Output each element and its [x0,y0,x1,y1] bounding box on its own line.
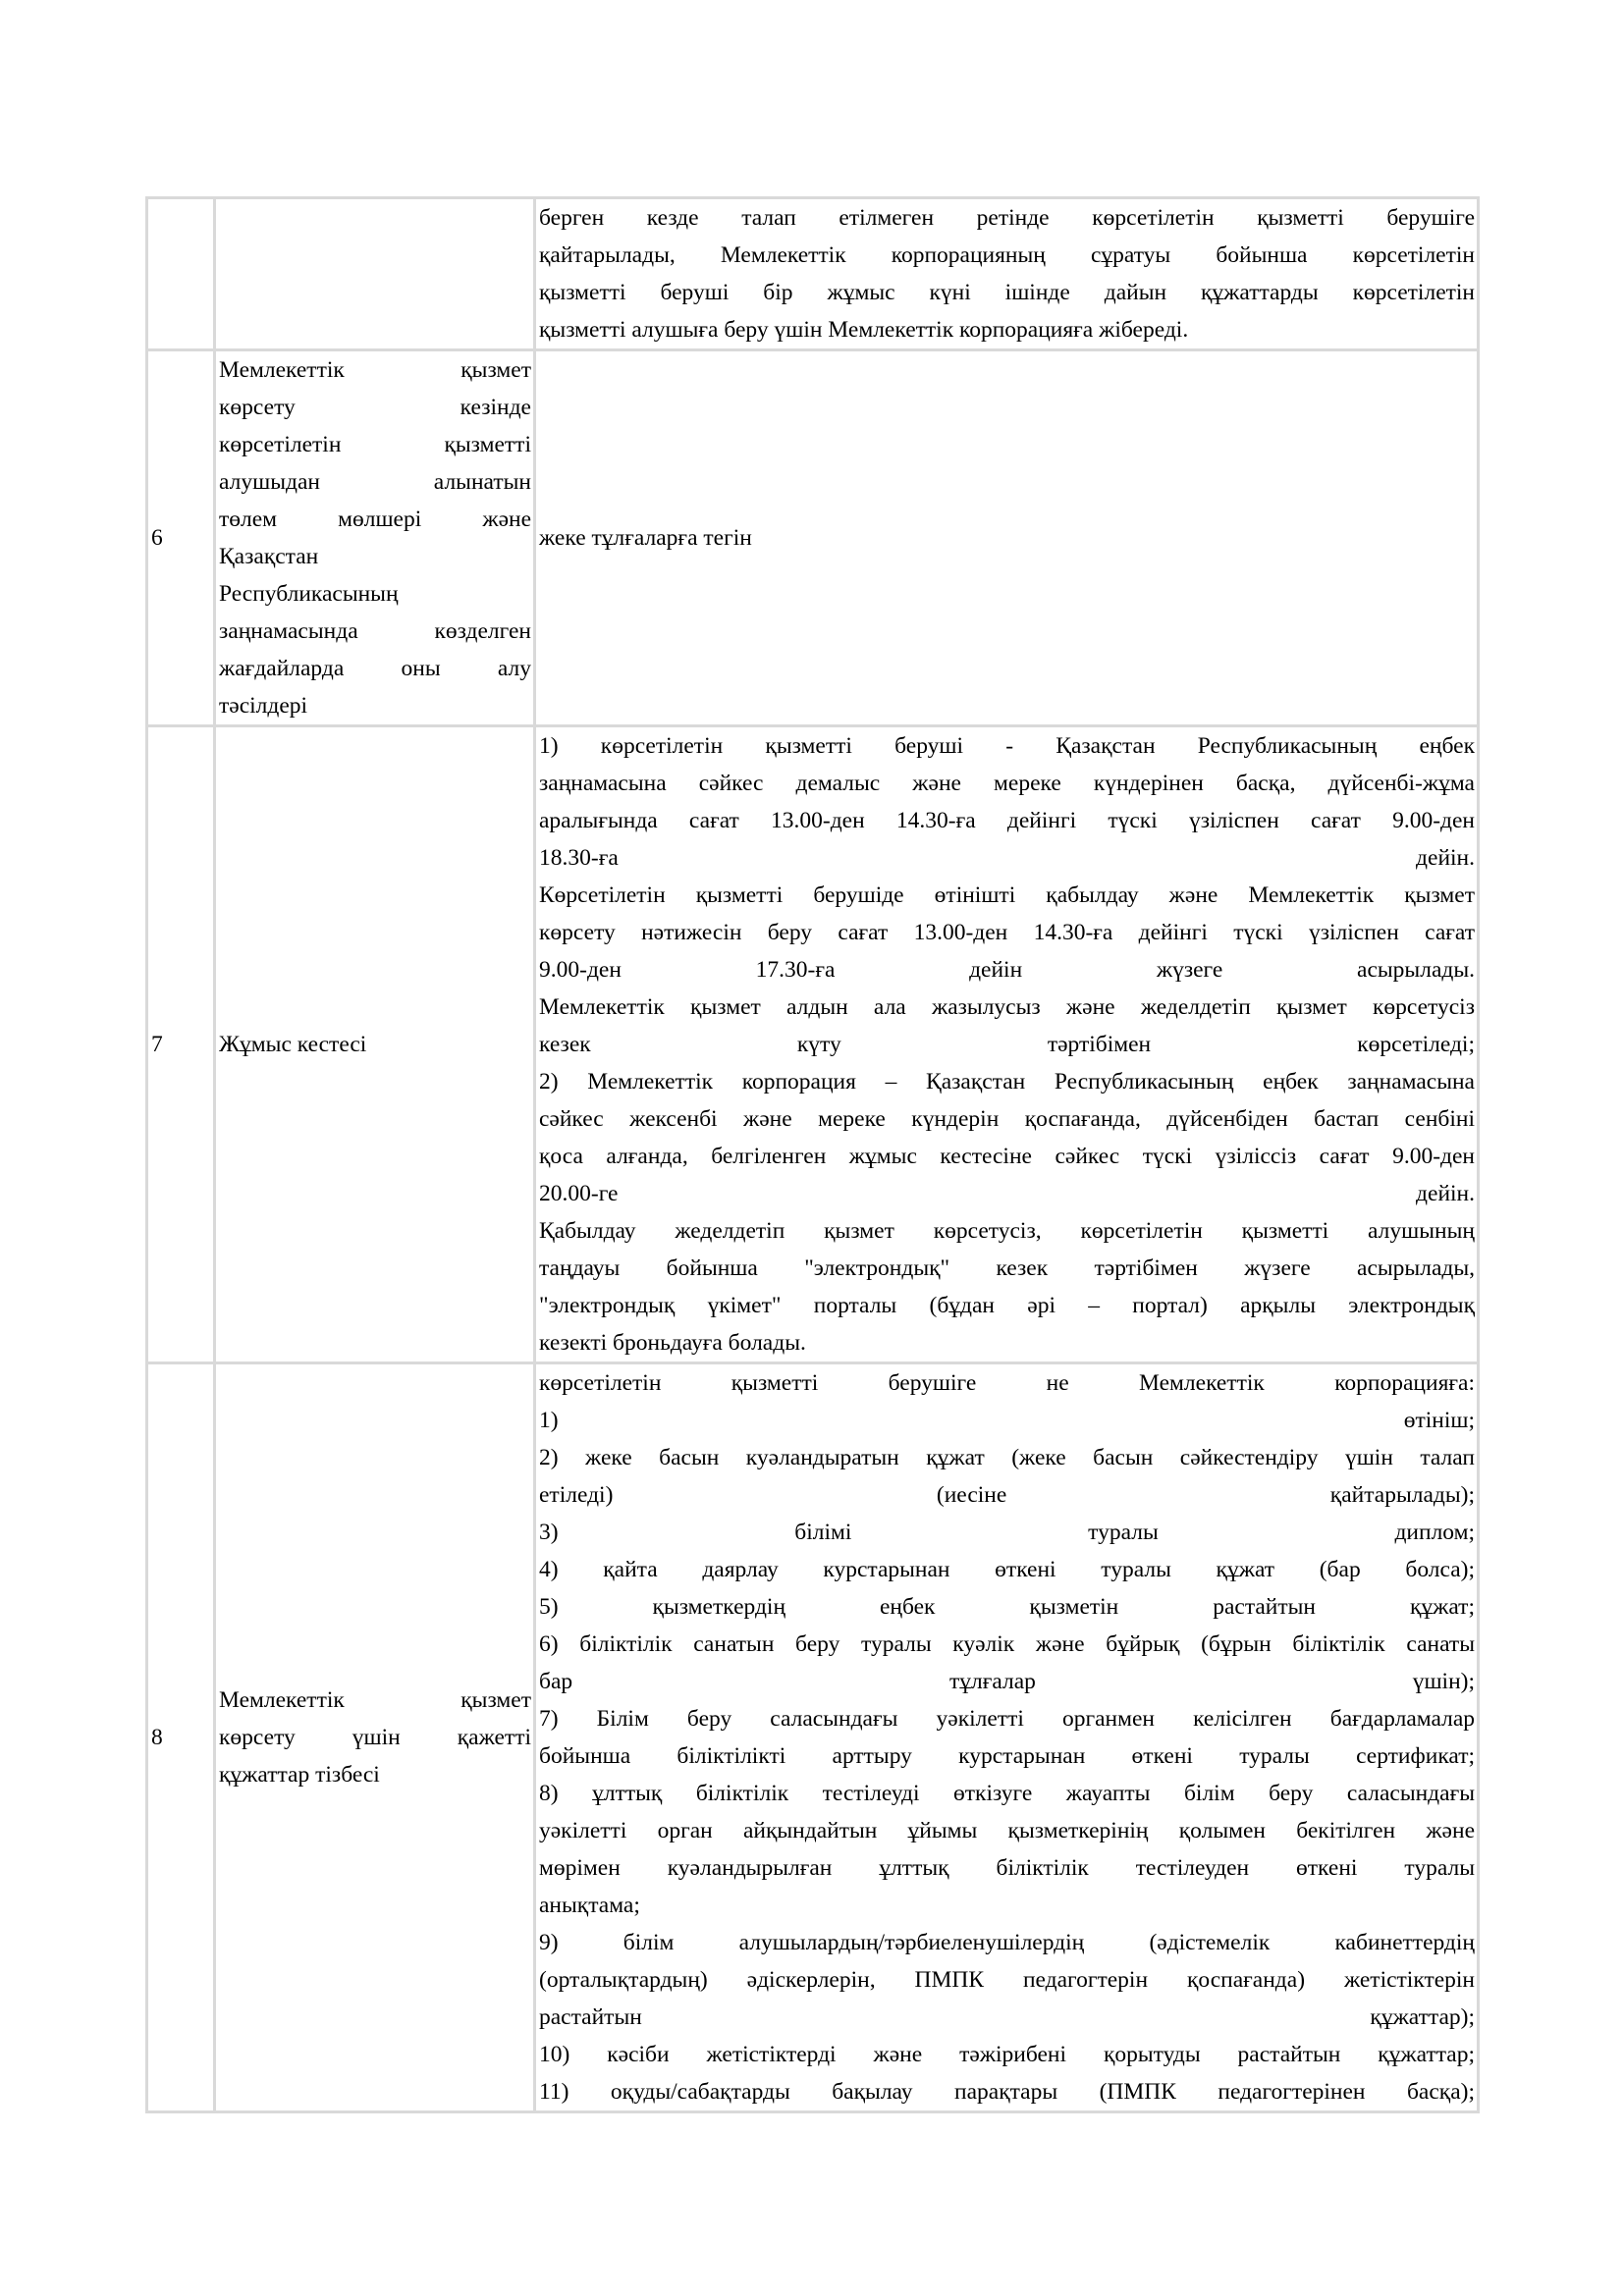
text-line: 7) Білім беру саласындағы уәкілетті органмен келісілген бағдарламалар [539,1706,1475,1732]
text-line: бар тұлғалар үшін); [539,1669,1475,1694]
text-line: Жұмыс кестесі [219,1032,367,1057]
text-line: 2) Мемлекеттік корпорация – Қазақстан Республикасының еңбек заңнамасына [539,1069,1475,1095]
table-row-7 [147,726,1479,1363]
text-line: көрсету нәтижесін беру сағат 13.00-ден 14.30-ға дейінгі түскі үзіліспен сағат [539,920,1475,945]
text-line: мөрімен куәландырылған ұлттық біліктілік тестілеуден өткені туралы [539,1855,1475,1881]
text-line: 4) қайта даярлау курстарынан өткені туралы құжат (бар болса); [539,1557,1475,1582]
text-line: 18.30-ға дейін. [539,845,1475,871]
table-row-6 [147,350,1479,726]
text-line: заңнамасында көзделген [219,618,531,644]
text-line: 1) көрсетілетін қызметті беруші - Қазақстан Республикасының еңбек [539,733,1475,759]
row-value [535,350,1479,726]
text-line: көрсетілетін қызметті [219,432,531,457]
text-line: анықтама; [539,1893,640,1918]
text-line: қызметті беруші бір жұмыс күні ішінде дайын құжаттарды көрсетілетін [539,280,1475,305]
row-number: 8 [147,1363,215,2112]
row-number [147,198,215,350]
row-number: 7 [147,726,215,1363]
text-line: қоса алғанда, белгіленген жұмыс кестесіне сәйкес түскі үзіліссіз сағат 9.00-ден [539,1144,1475,1169]
text-line: "электрондық үкімет" порталы (бұдан әрі – портал) арқылы электрондық [539,1293,1475,1318]
text-line: жеке тұлғаларға тегін [539,525,752,551]
row-label [215,198,535,350]
text-line: Мемлекеттік қызмет [219,1687,531,1713]
text-line: 1) өтініш; [539,1408,1475,1433]
text-line: қайтарылады, Мемлекеттік корпорацияның сұратуы бойынша көрсетілетін [539,242,1475,268]
text-line: Республикасының [219,581,399,607]
text-line: 20.00-ге дейін. [539,1181,1475,1206]
text-line: 10) кәсіби жетістіктерді және тәжірибені қорытуды растайтын құжаттар; [539,2042,1475,2067]
text-line: 5) қызметкердің еңбек қызметін растайтын құжат; [539,1594,1475,1620]
text-line: аралығында сағат 13.00-ден 14.30-ға дейінгі түскі үзіліспен сағат 9.00-ден [539,808,1475,833]
text-line: уәкілетті орган айқындайтын ұйымы қызметкерінің қолымен бекітілген және [539,1818,1475,1843]
text-line: 8) ұлттық біліктілік тестілеуді өткізуге жауапты білім беру саласындағы [539,1781,1475,1806]
text-line: 3) білімі туралы диплом; [539,1520,1475,1545]
text-line: көрсетілетін қызметті берушіге не Мемлекеттік корпорацияға: [539,1370,1475,1396]
text-line: берген кезде талап етілмеген ретінде көрсетілетін қызметті берушіге [539,205,1475,231]
text-line: тәсілдері [219,693,308,719]
text-line: 9.00-ден 17.30-ға дейін жүзеге асырылады. [539,957,1475,983]
text-line: кезек күту тәртібімен көрсетіледі; [539,1032,1475,1057]
row-label [215,350,535,726]
row-number: 6 [147,350,215,726]
text-line: Мемлекеттік қызмет [219,357,531,383]
text-line: төлем мөлшері және [219,507,531,532]
text-line: бойынша біліктілікті арттыру курстарынан өткені туралы сертификат; [539,1743,1475,1769]
text-line: алушыдан алынатын [219,469,531,495]
service-standard-table [145,196,1480,2113]
text-line: (орталықтардың) әдіскерлерін, ПМПК педагогтерін қоспағанда) жетістіктерін [539,1967,1475,1993]
text-line: Қазақстан [219,544,319,569]
row-label [215,1363,535,2112]
table-row-continuation [147,198,1479,350]
text-line: көрсету кезінде [219,395,531,420]
text-line: 9) білім алушылардың/тәрбиеленушілердің (әдістемелік кабинеттердің [539,1930,1475,1955]
text-line: 11) оқуды/сабақтарды бақылау парақтары (ПМПК педагогтерінен басқа); [539,2079,1475,2105]
text-line: Мемлекеттік қызмет алдын ала жазылусыз және жеделдетіп қызмет көрсетусіз [539,994,1475,1020]
text-line: сәйкес жексенбі және мереке күндерін қоспағанда, дүйсенбіден бастап сенбіні [539,1106,1475,1132]
text-line: құжаттар тізбесі [219,1762,380,1788]
table-row-8 [147,1363,1479,2112]
text-line: таңдауы бойынша "электрондық" кезек тәртібімен жүзеге асырылады, [539,1255,1475,1281]
text-line: етіледі) (иесіне қайтарылады); [539,1482,1475,1508]
text-line: Көрсетілетін қызметті берушіде өтінішті қабылдау және Мемлекеттік қызмет [539,882,1475,908]
text-line: 2) жеке басын куәландыратын құжат (жеке басын сәйкестендіру үшін талап [539,1445,1475,1470]
text-line: көрсету үшін қажетті [219,1725,531,1750]
row-value [535,1363,1479,2112]
text-line: растайтын құжаттар); [539,2004,1475,2030]
text-line: заңнамасына сәйкес демалыс және мереке күндерінен басқа, дүйсенбі-жұма [539,771,1475,796]
text-line: Қабылдау жеделдетіп қызмет көрсетусіз, көрсетілетін қызметті алушының [539,1218,1475,1244]
text-line: кезекті броньдауға болады. [539,1330,806,1356]
row-value [535,726,1479,1363]
row-label [215,726,535,1363]
text-line: жағдайларда оны алу [219,656,531,681]
row-value [535,198,1479,350]
text-line: 6) біліктілік санатын беру туралы куәлік және бұйрық (бұрын біліктілік санаты [539,1631,1475,1657]
text-line: қызметті алушыға беру үшін Мемлекеттік корпорацияға жібереді. [539,317,1189,343]
